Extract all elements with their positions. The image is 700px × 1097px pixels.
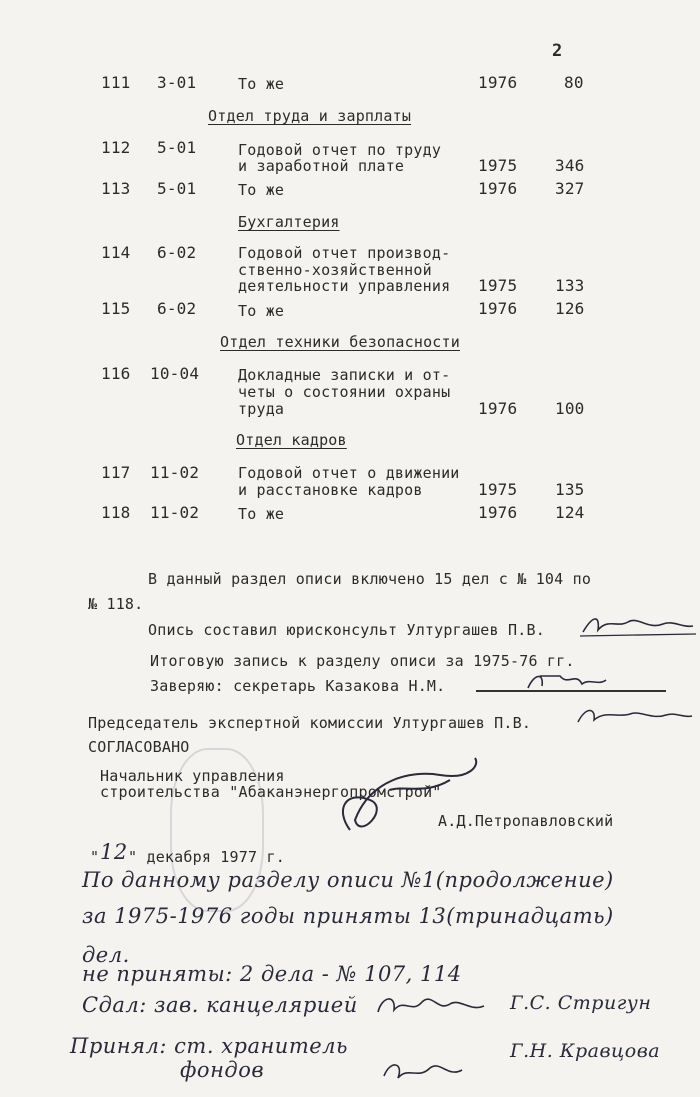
sheet-count: 133 [555, 276, 585, 295]
case-number: 115 [101, 299, 131, 318]
case-title-line: и расстановке кадров [238, 481, 423, 499]
year: 1975 [478, 480, 518, 499]
case-title-line: и заработной плате [238, 157, 405, 175]
certified-by: Заверяю: секретарь Казакова Н.М. [150, 677, 446, 695]
section-heading: Отдел труда и зарплаты [208, 107, 412, 125]
case-number: 117 [101, 463, 131, 482]
year: 1975 [478, 276, 518, 295]
case-number: 114 [101, 243, 131, 262]
case-title-line: Годовой отчет по труду [238, 141, 442, 159]
commission-chair: Председатель экспертной комиссии Ултургашев П.В. [88, 714, 532, 732]
case-title: То же [238, 302, 285, 320]
year: 1976 [478, 503, 518, 522]
signature-strigun [372, 988, 492, 1022]
final-entry: Итоговую запись к разделу описи за 1975-76 гг. [150, 652, 575, 670]
chief-name: А.Д.Петропавловский [438, 812, 614, 830]
case-title: То же [238, 505, 285, 523]
date-day-handwritten: 12 [100, 840, 128, 864]
sheet-count: 126 [555, 299, 585, 318]
chief-title: Начальник управления [100, 767, 285, 785]
case-title-line: Докладные записки и от- [238, 366, 451, 384]
section-heading: Отдел кадров [236, 431, 347, 449]
sheet-count: 100 [555, 399, 585, 418]
case-number: 118 [101, 503, 131, 522]
signature-petropavlovsky [330, 750, 490, 850]
date-quote-open: " [90, 848, 100, 866]
approval-label: СОГЛАСОВАНО [88, 738, 190, 756]
handwritten-note-line: не приняты: 2 дела - № 107, 114 [82, 962, 462, 986]
summary-line: № 118. [88, 595, 144, 613]
summary-line: В данный раздел описи включено 15 дел с № 104 по [148, 570, 592, 588]
page-number: 2 [552, 41, 563, 61]
year: 1976 [478, 73, 518, 92]
handwritten-name: Г.Н. Кравцова [510, 1040, 661, 1062]
handwritten-note-line: дел. [82, 943, 130, 967]
chief-organization: строительства "Абаканэнергопромстрой" [100, 783, 442, 801]
case-title-line: Годовой отчет производ- [238, 244, 451, 262]
index-code: 5-01 [157, 179, 197, 198]
signature-kravtsova [378, 1054, 468, 1088]
year: 1976 [478, 179, 518, 198]
handwritten-received: Принял: ст. хранитель [70, 1034, 348, 1058]
section-heading: Отдел техники безопасности [220, 333, 460, 351]
year: 1975 [478, 156, 518, 175]
case-title-line: ственно-хозяйственной [238, 261, 432, 279]
index-code: 10-04 [150, 364, 200, 383]
case-title: То же [238, 181, 285, 199]
signature-kazakova [520, 668, 610, 698]
case-title-line: четы о состоянии охраны [238, 383, 451, 401]
sheet-count: 80 [564, 73, 584, 92]
year: 1976 [478, 299, 518, 318]
case-title-line: труда [238, 400, 285, 418]
case-title-line: деятельности управления [238, 277, 451, 295]
case-number: 111 [101, 73, 131, 92]
section-heading: Бухгалтерия [238, 213, 340, 231]
handwritten-note-line: По данному разделу описи №1(продолжение) [82, 868, 614, 892]
signature-ulturgashev [578, 610, 698, 640]
handwritten-name: Г.С. Стригун [510, 992, 652, 1014]
handwritten-received-cont: фондов [180, 1058, 265, 1082]
year: 1976 [478, 399, 518, 418]
case-title: То же [238, 75, 285, 93]
index-code: 11-02 [150, 463, 200, 482]
date-rest: " декабря 1977 г. [128, 848, 285, 866]
sheet-count: 327 [555, 179, 585, 198]
index-code: 6-02 [157, 299, 197, 318]
handwritten-handover: Сдал: зав. канцелярией [82, 993, 358, 1017]
case-number: 113 [101, 179, 131, 198]
index-code: 3-01 [157, 73, 197, 92]
handwritten-note-line: за 1975-1976 годы приняты 13(тринадцать) [82, 904, 614, 928]
signature-chair [574, 702, 694, 730]
sheet-count: 346 [555, 156, 585, 175]
index-code: 6-02 [157, 243, 197, 262]
case-title-line: Годовой отчет о движении [238, 464, 460, 482]
sheet-count: 135 [555, 480, 585, 499]
sheet-count: 124 [555, 503, 585, 522]
index-code: 11-02 [150, 503, 200, 522]
index-code: 5-01 [157, 138, 197, 157]
compiled-by: Опись составил юрисконсульт Ултургашев П.В. [148, 621, 545, 639]
case-number: 112 [101, 138, 131, 157]
case-number: 116 [101, 364, 131, 383]
